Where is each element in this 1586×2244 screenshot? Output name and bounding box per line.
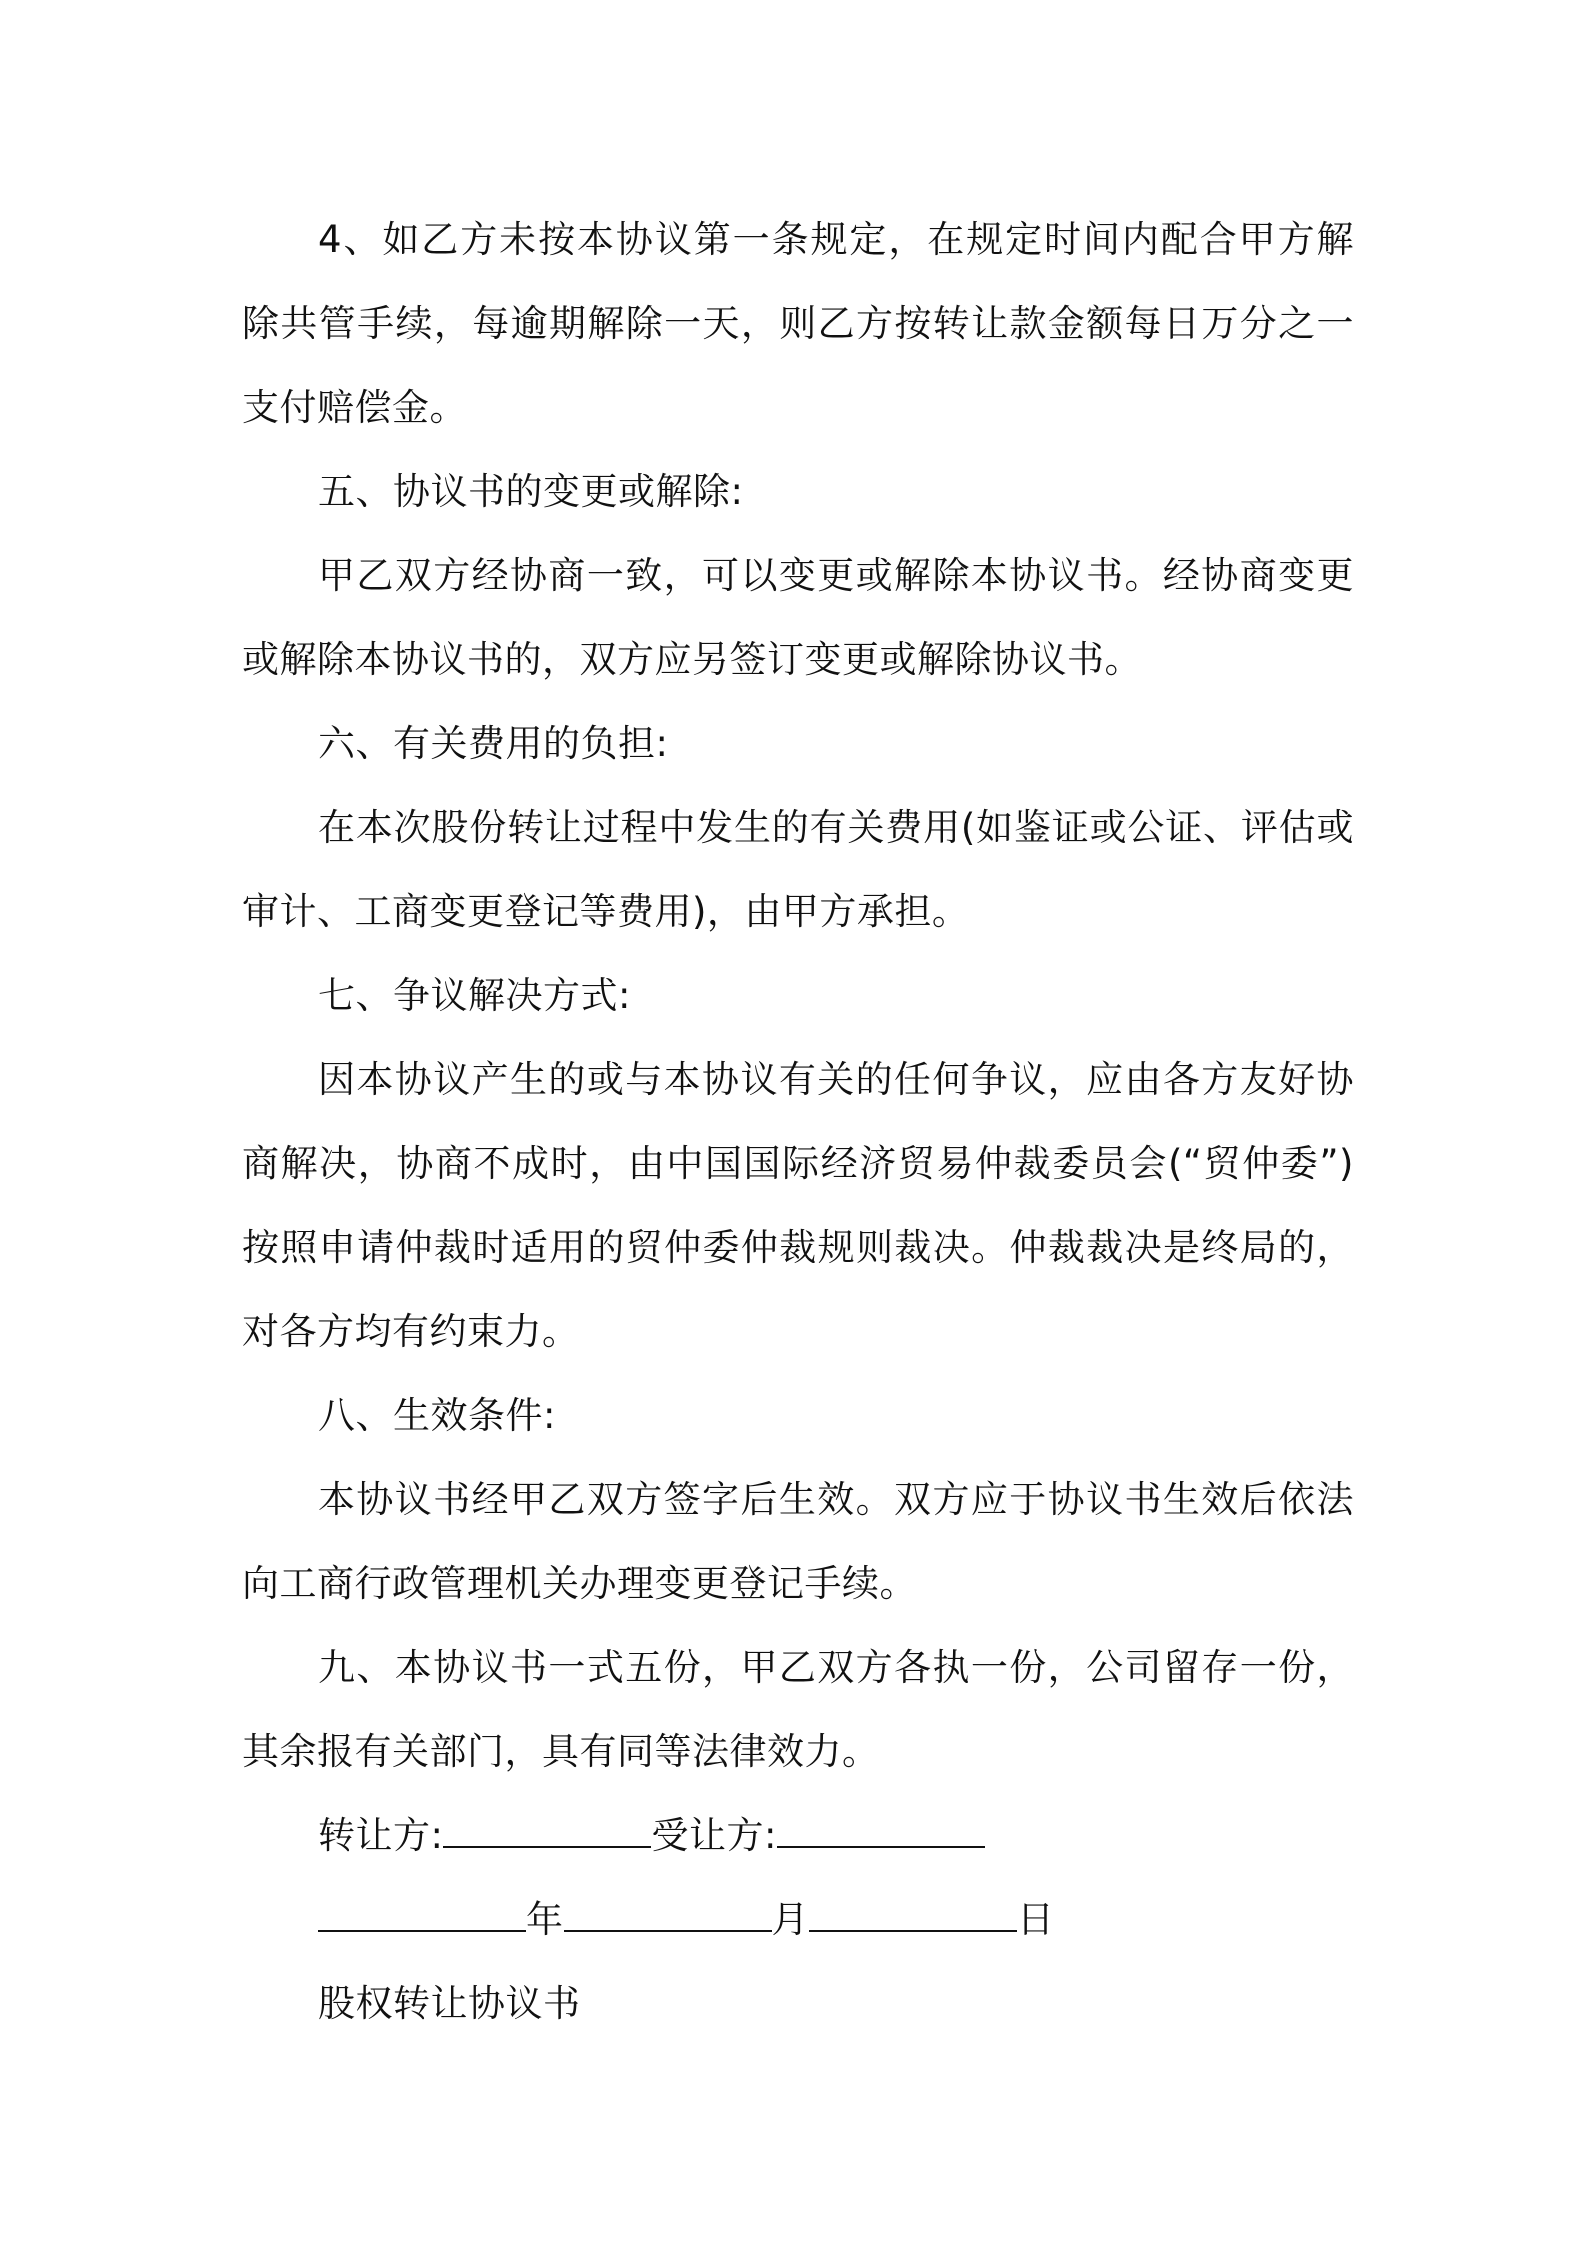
section-7-heading: 七、争议解决方式: xyxy=(318,974,631,1017)
transferee-blank xyxy=(777,1816,985,1848)
section-8-text: 本协议书经甲乙双方签字后生效。双方应于协议书生效后依法向工商行政管理机关办理变更登记手续。 xyxy=(242,1478,1354,1605)
date-line xyxy=(242,1878,1354,1962)
day-blank xyxy=(809,1900,1017,1932)
section-8-heading: 八、生效条件: xyxy=(318,1394,556,1437)
month-blank xyxy=(564,1900,772,1932)
clause-4-penalty: 4、如乙方未按本协议第一条规定，在规定时间内配合甲方解除共管手续，每逾期解除一天，则乙方按转让款金额每日万分之一支付赔偿金。 xyxy=(242,218,1354,429)
document-body xyxy=(242,198,1354,2046)
section-9-text: 九、本协议书一式五份，甲乙双方各执一份，公司留存一份，其余报有关部门，具有同等法律效力。 xyxy=(242,1646,1354,1773)
signature-line xyxy=(242,1794,1354,1878)
year-label: 年 xyxy=(526,1898,564,1941)
month-label: 月 xyxy=(771,1898,809,1941)
year-blank xyxy=(318,1900,526,1932)
transferee-label: 受让方: xyxy=(651,1814,777,1857)
transferor-blank xyxy=(443,1816,651,1848)
section-5-text: 甲乙双方经协商一致，可以变更或解除本协议书。经协商变更或解除本协议书的，双方应另签订变更或解除协议书。 xyxy=(242,554,1354,681)
section-6-heading: 六、有关费用的负担: xyxy=(318,722,669,765)
section-6-text: 在本次股份转让过程中发生的有关费用(如鉴证或公证、评估或审计、工商变更登记等费用)，由甲方承担。 xyxy=(242,806,1354,933)
section-5-heading: 五、协议书的变更或解除: xyxy=(318,470,744,513)
transferor-label: 转让方: xyxy=(318,1814,444,1857)
day-label: 日 xyxy=(1017,1898,1055,1941)
section-7-text: 因本协议产生的或与本协议有关的任何争议，应由各方友好协商解决，协商不成时，由中国国际经济贸易仲裁委员会(“贸仲委”)按照申请仲裁时适用的贸仲委仲裁规则裁决。仲裁裁决是终局的，对各方均有约束力。 xyxy=(242,1058,1354,1353)
footer-title: 股权转让协议书 xyxy=(318,1982,581,2025)
